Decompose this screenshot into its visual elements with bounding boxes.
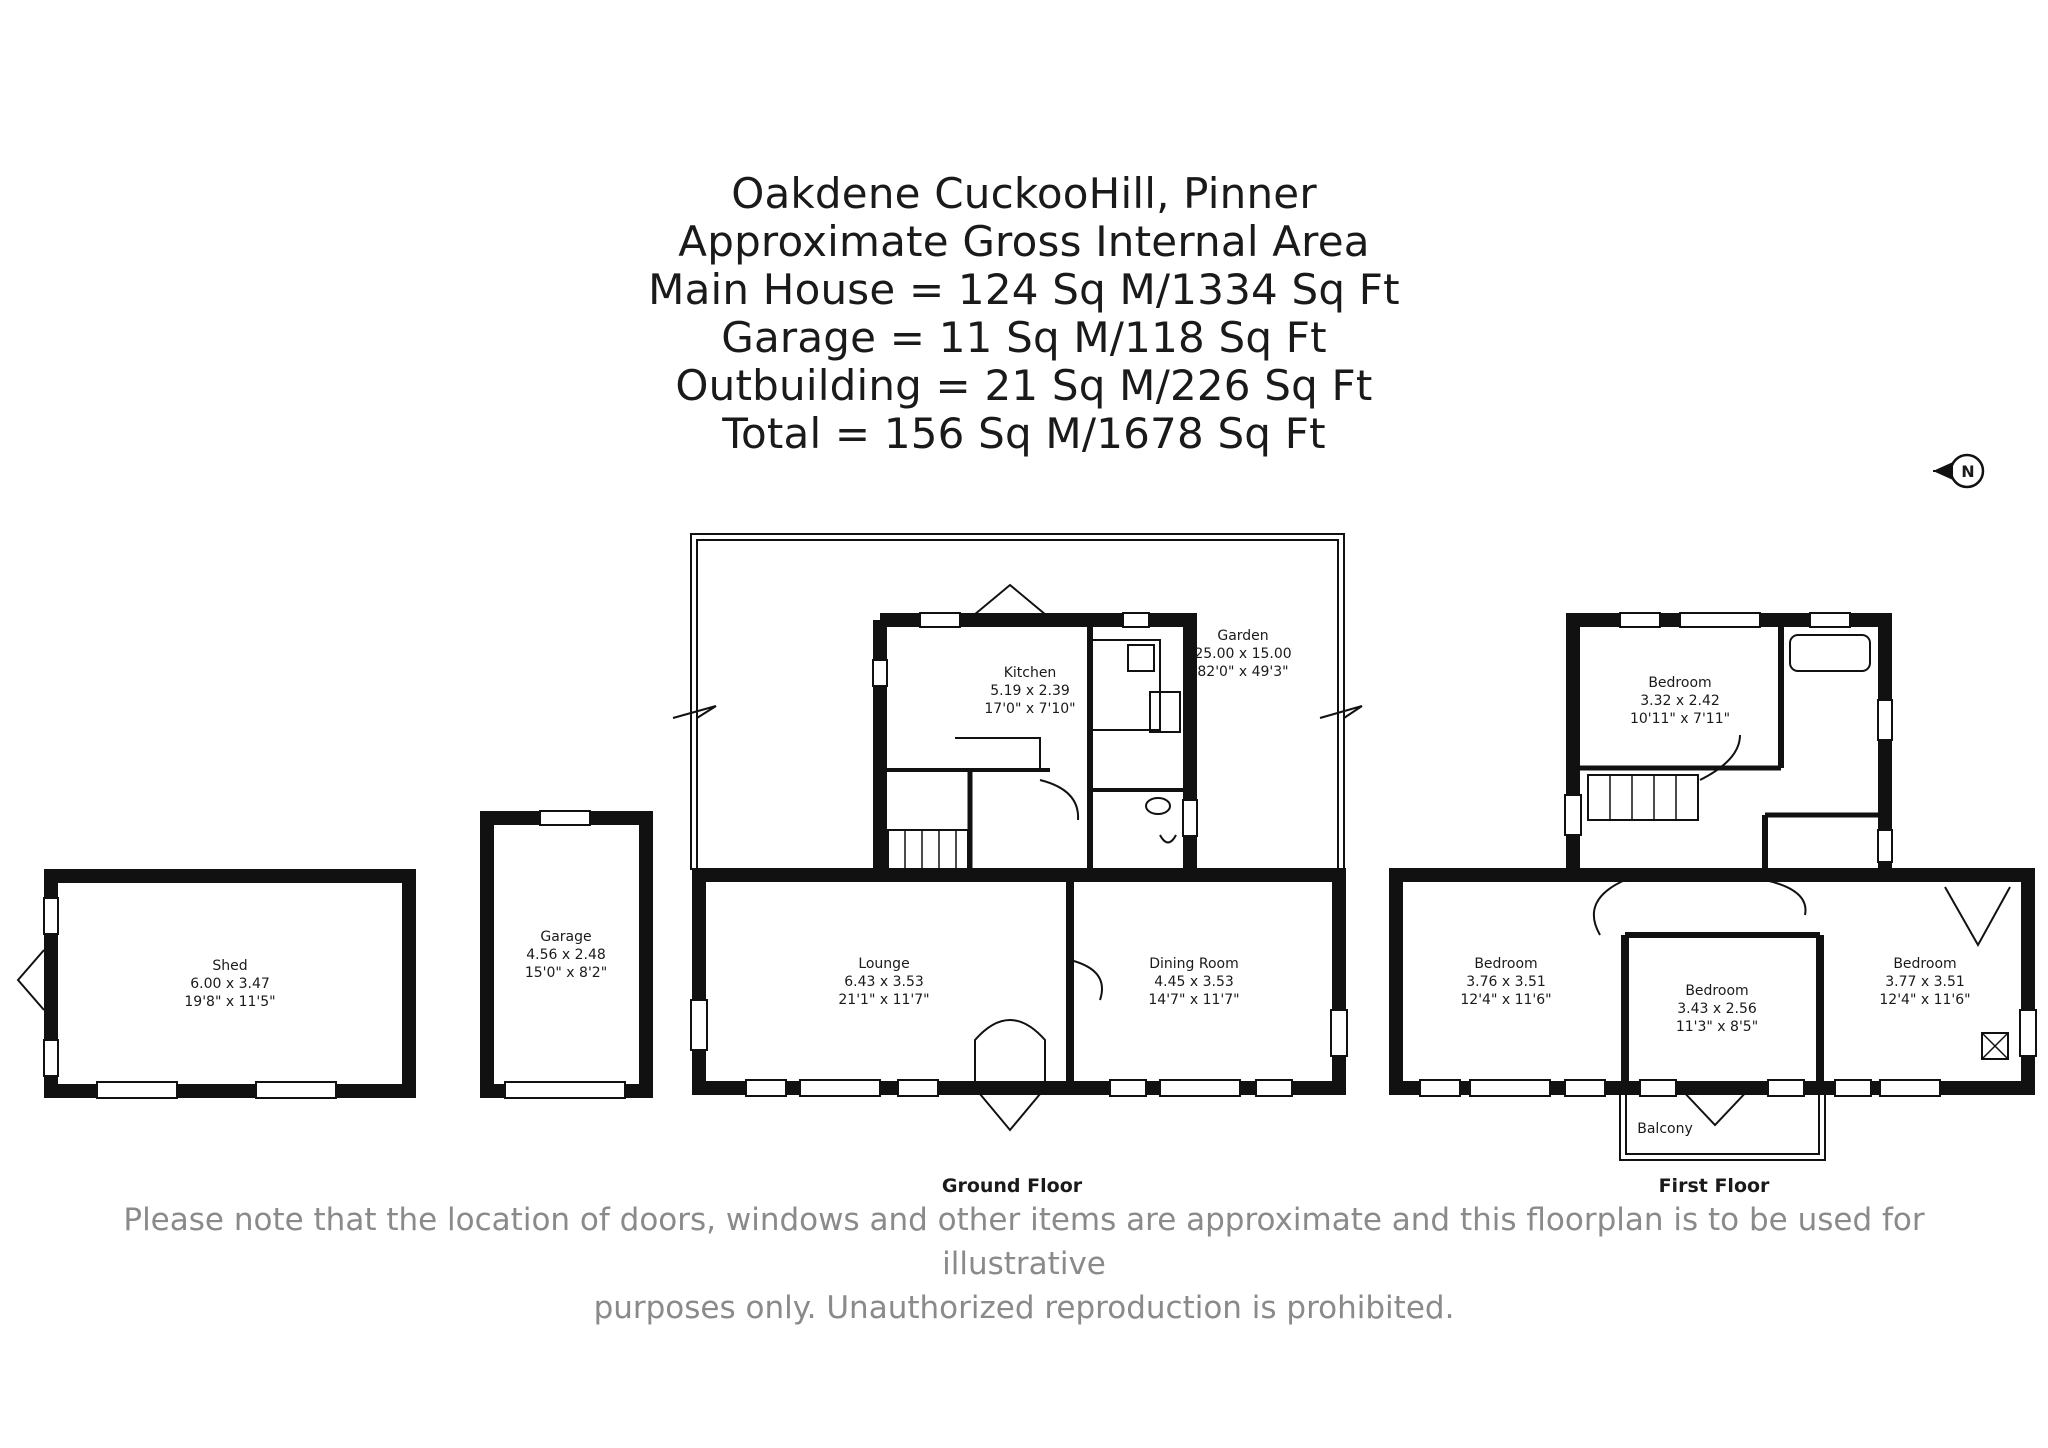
svg-text:17'0" x 7'10": 17'0" x 7'10"	[984, 701, 1076, 717]
compass-label: N	[1961, 462, 1975, 481]
svg-text:25.00 x 15.00: 25.00 x 15.00	[1194, 646, 1292, 662]
north-arrow-icon	[1933, 455, 1983, 487]
svg-text:Bedroom: Bedroom	[1648, 675, 1712, 691]
bedroom-right-label	[1879, 956, 1970, 1008]
disclaimer	[40, 1198, 2008, 1330]
svg-text:3.32 x 2.42: 3.32 x 2.42	[1640, 693, 1720, 709]
area-subtitle: Approximate Gross Internal Area	[678, 217, 1370, 266]
garden-label	[1194, 628, 1291, 680]
svg-text:4.45 x 3.53: 4.45 x 3.53	[1154, 974, 1234, 990]
svg-text:12'4" x 11'6": 12'4" x 11'6"	[1460, 992, 1552, 1008]
svg-text:14'7" x 11'7": 14'7" x 11'7"	[1148, 992, 1240, 1008]
svg-text:3.43 x 2.56: 3.43 x 2.56	[1677, 1001, 1757, 1017]
svg-text:3.76 x 3.51: 3.76 x 3.51	[1466, 974, 1546, 990]
bedroom-top-label	[1630, 675, 1730, 727]
svg-text:3.77 x 3.51: 3.77 x 3.51	[1885, 974, 1965, 990]
svg-text:11'3" x 8'5": 11'3" x 8'5"	[1675, 1019, 1759, 1035]
balcony-label: Balcony	[1637, 1121, 1693, 1137]
svg-text:Garden: Garden	[1217, 628, 1269, 644]
disclaimer-line-2: purposes only. Unauthorized reproduction is prohibited.	[593, 1290, 1455, 1326]
main-house-area: Main House = 124 Sq M/1334 Sq Ft	[648, 265, 1400, 314]
svg-text:10'11" x 7'11": 10'11" x 7'11"	[1629, 711, 1731, 727]
svg-text:Bedroom: Bedroom	[1893, 956, 1957, 972]
svg-text:Dining Room: Dining Room	[1149, 956, 1239, 972]
svg-text:21'1" x 11'7": 21'1" x 11'7"	[838, 992, 930, 1008]
garage-area: Garage = 11 Sq M/118 Sq Ft	[721, 313, 1327, 362]
svg-text:6.43 x 3.53: 6.43 x 3.53	[844, 974, 924, 990]
shed-label	[184, 958, 275, 1010]
ground-floor-label: Ground Floor	[941, 1175, 1083, 1197]
property-title: Oakdene CuckooHill, Pinner	[731, 169, 1317, 218]
disclaimer-line-1: Please note that the location of doors, windows and other items are approximate and this floorplan is to be used for illustrative	[123, 1202, 1925, 1282]
svg-text:Bedroom: Bedroom	[1474, 956, 1538, 972]
svg-text:5.19 x 2.39: 5.19 x 2.39	[990, 683, 1070, 699]
garage-label	[525, 929, 607, 981]
svg-text:6.00 x 3.47: 6.00 x 3.47	[190, 976, 270, 992]
svg-text:12'4" x 11'6": 12'4" x 11'6"	[1879, 992, 1971, 1008]
svg-text:Lounge: Lounge	[858, 956, 910, 972]
svg-text:15'0" x 8'2": 15'0" x 8'2"	[524, 965, 608, 981]
outbuilding-area: Outbuilding = 21 Sq M/226 Sq Ft	[675, 361, 1373, 410]
first-floor-label: First Floor	[1658, 1175, 1770, 1197]
dining-room-label	[1148, 956, 1239, 1008]
svg-text:82'0" x 49'3": 82'0" x 49'3"	[1197, 664, 1289, 680]
svg-text:Garage: Garage	[540, 929, 592, 945]
bedroom-middle-label	[1676, 983, 1758, 1035]
svg-text:Shed: Shed	[212, 958, 248, 974]
kitchen-label	[984, 665, 1075, 717]
svg-text:4.56 x 2.48: 4.56 x 2.48	[526, 947, 606, 963]
total-area: Total = 156 Sq M/1678 Sq Ft	[722, 409, 1326, 458]
svg-text:Kitchen: Kitchen	[1003, 665, 1057, 681]
svg-text:Bedroom: Bedroom	[1685, 983, 1749, 999]
lounge-label	[838, 956, 929, 1008]
bedroom-left-label	[1460, 956, 1551, 1008]
svg-text:19'8" x 11'5": 19'8" x 11'5"	[184, 994, 276, 1010]
